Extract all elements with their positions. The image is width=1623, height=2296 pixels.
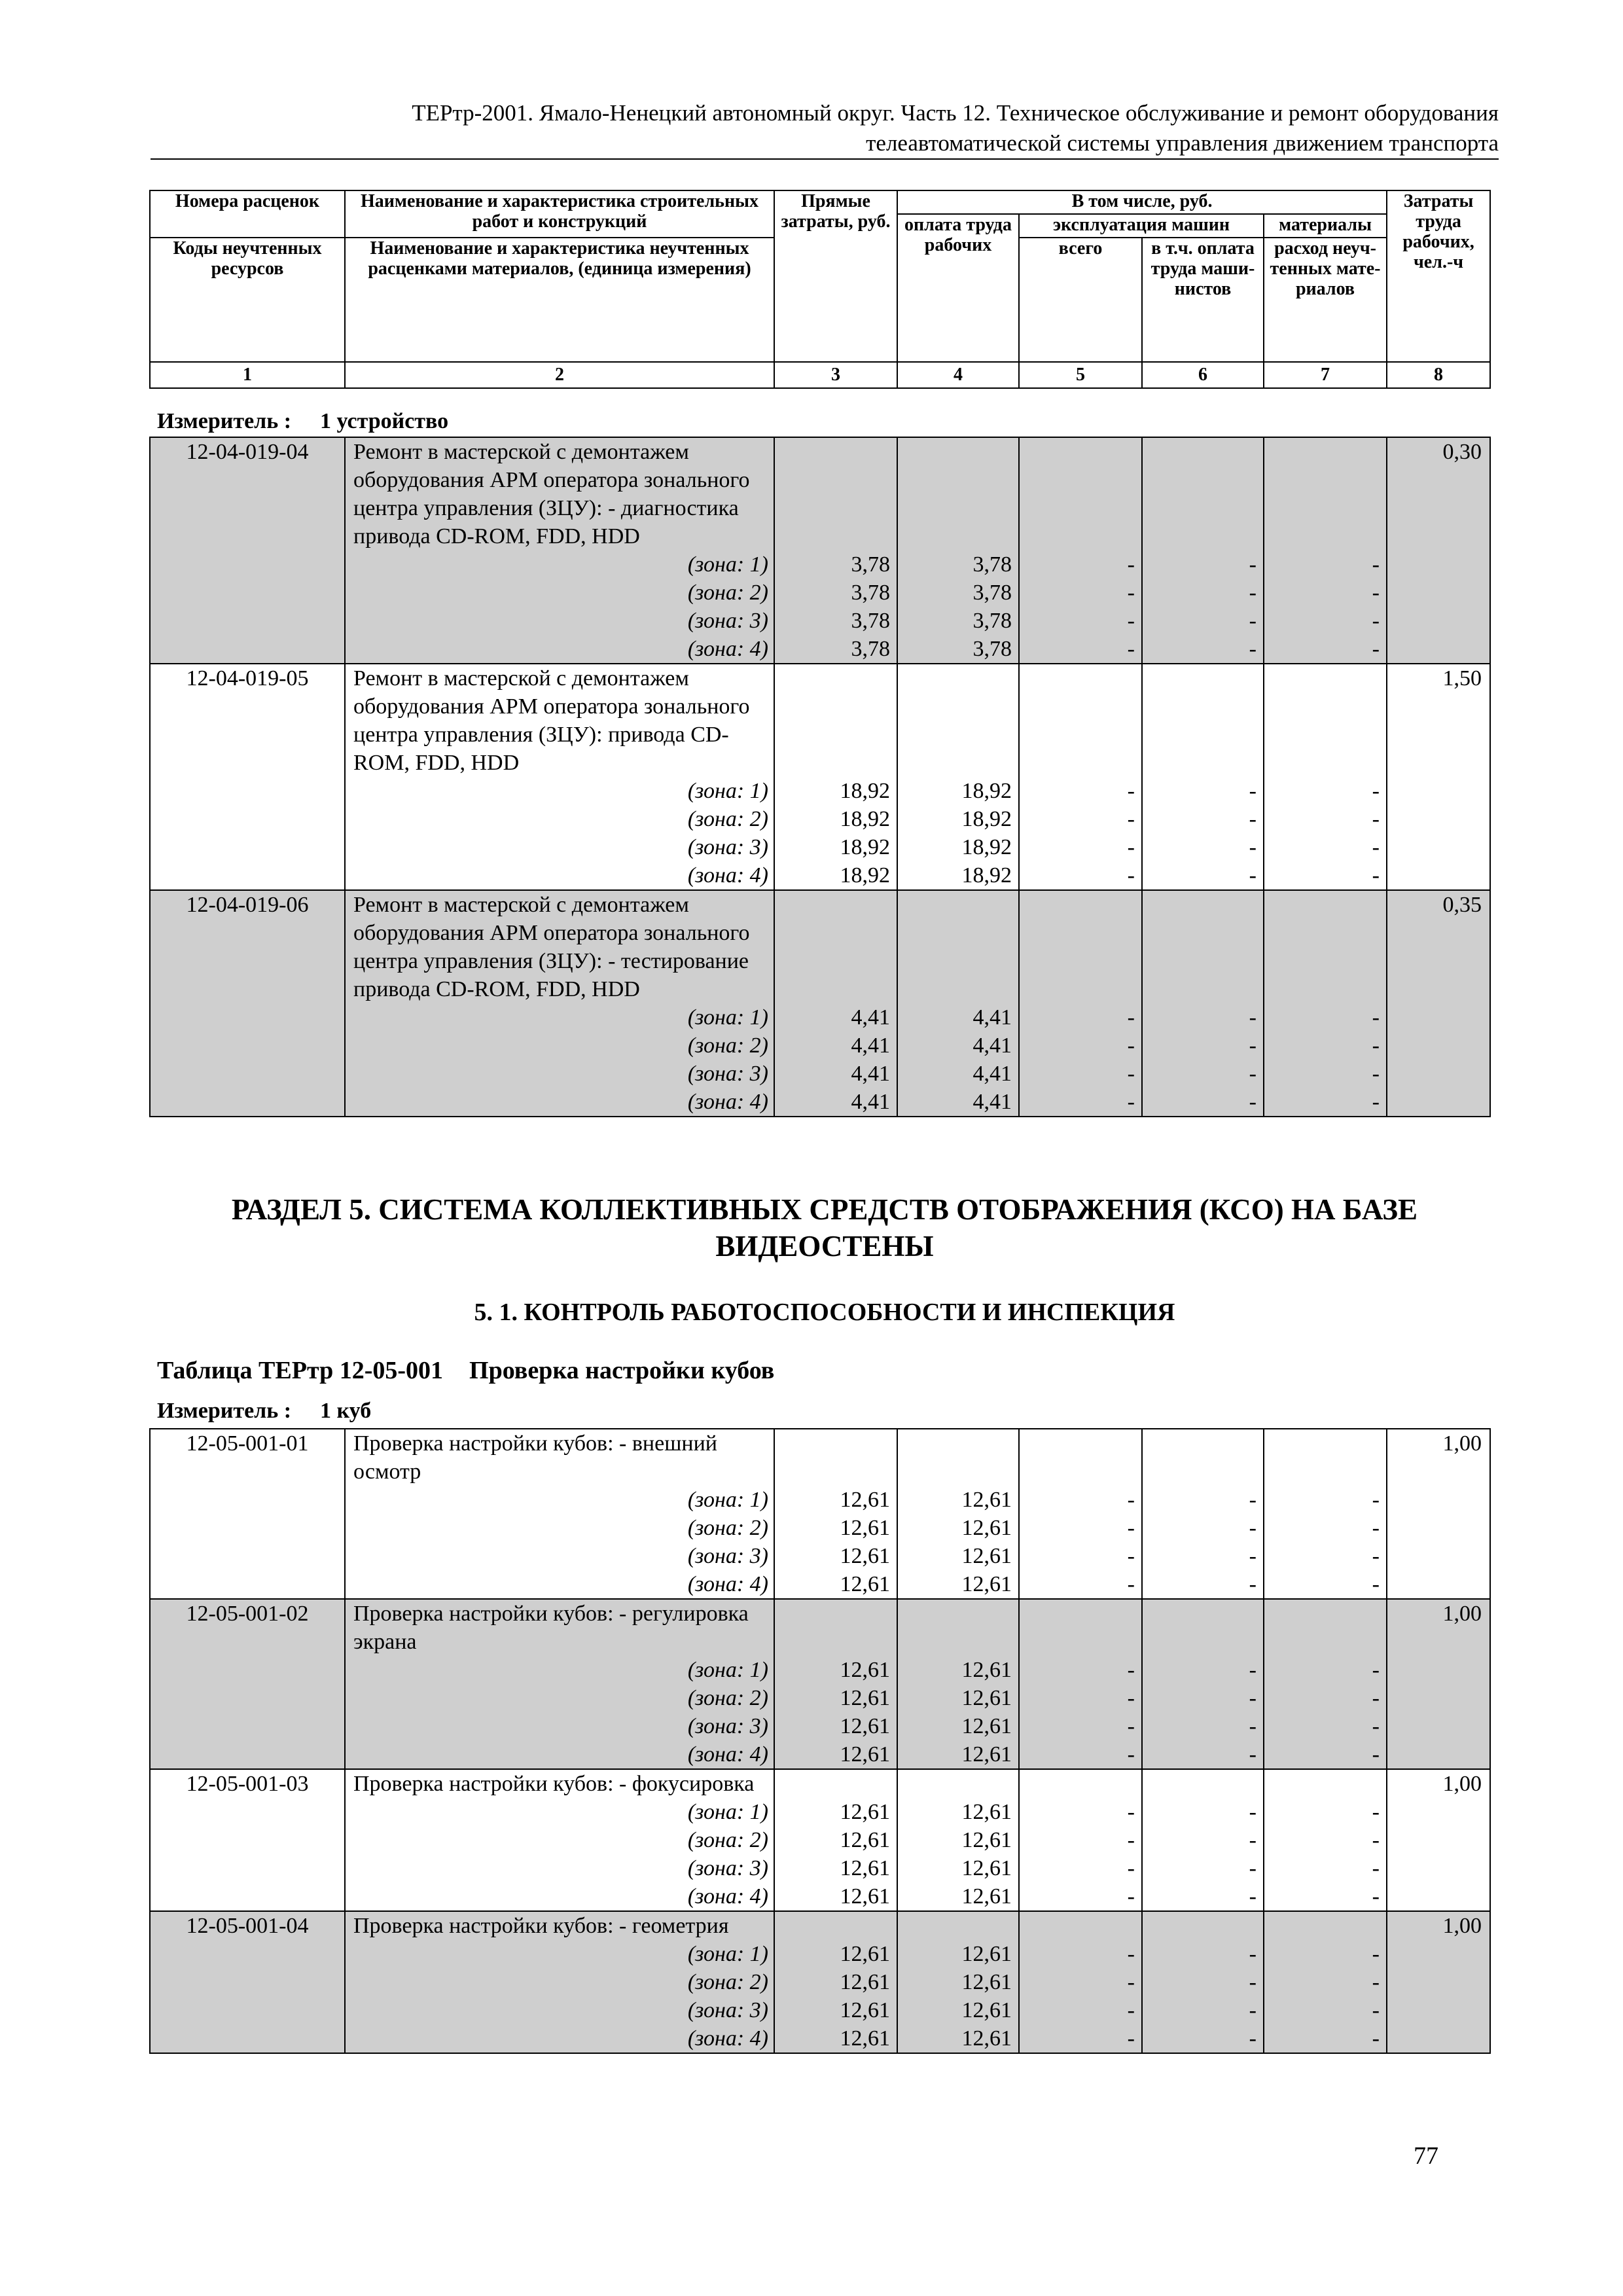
- machinist-wages-value: -: [1249, 1686, 1257, 1710]
- rate-code: 12-05-001-03: [150, 1769, 345, 1911]
- rate-description: Проверка настройки кубов: - внешний осмотр: [353, 1431, 717, 1484]
- wages-value: 12,61: [961, 1942, 1012, 1966]
- rates-table-1: [149, 437, 1491, 1117]
- direct-cost-value: 12,61: [840, 1488, 890, 1512]
- materials-value-cell: [1264, 890, 1387, 1117]
- machinist-wages-value-cell: [1142, 1429, 1264, 1599]
- zone-label: (зона: 4): [687, 1742, 768, 1767]
- table-row: [150, 437, 1490, 664]
- meter-value: 1 устройство: [320, 409, 449, 433]
- machinist-wages-value-cell: [1142, 890, 1264, 1117]
- machines-header: эксплуатация машин: [1019, 214, 1264, 238]
- direct-cost-value: 18,92: [840, 779, 890, 803]
- machines-total-value: -: [1127, 1856, 1135, 1880]
- machines-total-value-cell: [1019, 1911, 1142, 2053]
- table-name: Проверка настройки кубов: [469, 1357, 775, 1384]
- labor-cell: [1387, 1769, 1490, 1911]
- direct-cost-value: 3,78: [851, 637, 890, 661]
- direct-cost-value: 12,61: [840, 1856, 890, 1880]
- wages-value-cell: [897, 890, 1019, 1117]
- machinist-wages-value-cell: [1142, 437, 1264, 664]
- materials-value-cell: [1264, 1769, 1387, 1911]
- col-number: 1: [150, 362, 345, 388]
- direct-cost-value: 12,61: [840, 1572, 890, 1596]
- materials-value: -: [1372, 1686, 1380, 1710]
- wages-value: 12,61: [961, 1658, 1012, 1682]
- wages-value: 12,61: [961, 1742, 1012, 1767]
- machinist-wages-value: -: [1249, 552, 1257, 577]
- header-rule: [151, 158, 1499, 160]
- zone-label: (зона: 4): [687, 637, 768, 661]
- zone-label: (зона: 3): [687, 1544, 768, 1568]
- labor-value: 1,50: [1442, 666, 1482, 691]
- direct-cost-header: Прямые затраты, руб.: [774, 190, 897, 362]
- materials-value: -: [1372, 2026, 1380, 2051]
- machines-total-value: -: [1127, 1828, 1135, 1852]
- materials-value: -: [1372, 1033, 1380, 1058]
- materials-value: -: [1372, 552, 1380, 577]
- labor-cell: [1387, 890, 1490, 1117]
- page-number: 77: [1414, 2142, 1438, 2170]
- materials-value: -: [1372, 1544, 1380, 1568]
- labor-header: Затраты труда рабочих, чел.-ч: [1387, 190, 1490, 362]
- meter-line: [157, 408, 448, 435]
- materials-value: -: [1372, 1970, 1380, 1994]
- zone-label: (зона: 1): [687, 1488, 768, 1512]
- machinist-wages-value: -: [1249, 2026, 1257, 2051]
- materials-value: -: [1372, 1516, 1380, 1540]
- labor-cell: [1387, 1429, 1490, 1599]
- materials-value: -: [1372, 1572, 1380, 1596]
- col2-top-header: Наименование и характеристика строительных работ и конструкций: [345, 190, 774, 238]
- rate-description-cell: [345, 890, 774, 1117]
- direct-cost-value: 12,61: [840, 1686, 890, 1710]
- table-row: [150, 1769, 1490, 1911]
- machinist-wages-value: -: [1249, 1998, 1257, 2022]
- labor-value: 1,00: [1442, 1431, 1482, 1456]
- machinist-wages-value: -: [1249, 1005, 1257, 1030]
- wages-value: 12,61: [961, 1488, 1012, 1512]
- labor-cell: [1387, 664, 1490, 890]
- incl-header: В том числе, руб.: [897, 190, 1387, 214]
- direct-cost-value-cell: [774, 1769, 897, 1911]
- materials-value: -: [1372, 637, 1380, 661]
- materials-value: -: [1372, 1714, 1380, 1738]
- zone-label: (зона: 2): [687, 1516, 768, 1540]
- meter-line: [157, 1398, 371, 1424]
- wages-value-cell: [897, 664, 1019, 890]
- machinist-wages-value: -: [1249, 1572, 1257, 1596]
- col-number: 4: [897, 362, 1019, 388]
- wages-value: 4,41: [972, 1005, 1012, 1030]
- wages-value: 12,61: [961, 1800, 1012, 1824]
- rate-description: Ремонт в мастерской с демонтажем оборудования АРМ оператора зонального центра управления (ЗЦУ): - диагностика привода CD-ROM, FDD, HDD: [353, 440, 750, 548]
- materials-value: -: [1372, 863, 1380, 888]
- direct-cost-value: 12,61: [840, 1800, 890, 1824]
- direct-cost-value: 18,92: [840, 863, 890, 888]
- machines-total-value: -: [1127, 1942, 1135, 1966]
- materials-value: -: [1372, 1005, 1380, 1030]
- direct-cost-value-cell: [774, 664, 897, 890]
- direct-cost-value: 12,61: [840, 2026, 890, 2051]
- machinist-wages-value-cell: [1142, 1599, 1264, 1769]
- direct-cost-value-cell: [774, 1599, 897, 1769]
- machinist-wages-value: -: [1249, 807, 1257, 831]
- materials-usage-header: расход неуч-тенных мате-риалов: [1264, 238, 1387, 362]
- machines-total-value: -: [1127, 807, 1135, 831]
- wages-value: 12,61: [961, 1572, 1012, 1596]
- machines-total-value: -: [1127, 581, 1135, 605]
- wages-value: 4,41: [972, 1062, 1012, 1086]
- materials-value: -: [1372, 835, 1380, 859]
- materials-value-cell: [1264, 1599, 1387, 1769]
- zone-label: (зона: 4): [687, 1090, 768, 1114]
- table-row: [150, 1599, 1490, 1769]
- meter-label: Измеритель :: [157, 409, 292, 433]
- rate-description: Ремонт в мастерской с демонтажем оборудования АРМ оператора зонального центра управления (ЗЦУ): привода CD-ROM, FDD, HDD: [353, 666, 750, 775]
- materials-value: -: [1372, 807, 1380, 831]
- machines-total-value: -: [1127, 863, 1135, 888]
- zone-label: (зона: 3): [687, 1062, 768, 1086]
- machinist-wages-value: -: [1249, 1742, 1257, 1767]
- wages-value: 12,61: [961, 2026, 1012, 2051]
- table-row: [150, 1911, 1490, 2053]
- materials-value: -: [1372, 1658, 1380, 1682]
- zone-label: (зона: 4): [687, 1572, 768, 1596]
- machinist-wages-value: -: [1249, 1884, 1257, 1909]
- machines-total-value: -: [1127, 1005, 1135, 1030]
- zone-label: (зона: 4): [687, 2026, 768, 2051]
- machines-total-value: -: [1127, 1686, 1135, 1710]
- machines-total-value: -: [1127, 1544, 1135, 1568]
- materials-value: -: [1372, 779, 1380, 803]
- direct-cost-value: 4,41: [851, 1005, 890, 1030]
- machines-total-value-cell: [1019, 1599, 1142, 1769]
- rate-code: 12-05-001-04: [150, 1911, 345, 2053]
- machines-total-value: -: [1127, 835, 1135, 859]
- materials-value: -: [1372, 1800, 1380, 1824]
- table-row: [150, 664, 1490, 890]
- zone-label: (зона: 1): [687, 552, 768, 577]
- direct-cost-value: 3,78: [851, 552, 890, 577]
- meter-value: 1 куб: [320, 1399, 372, 1423]
- zone-label: (зона: 1): [687, 1942, 768, 1966]
- materials-value: -: [1372, 1742, 1380, 1767]
- direct-cost-value: 12,61: [840, 1658, 890, 1682]
- machinist-wages-value: -: [1249, 1516, 1257, 1540]
- rate-code: 12-05-001-02: [150, 1599, 345, 1769]
- rate-description: Проверка настройки кубов: - геометрия: [353, 1914, 729, 1938]
- section-title: РАЗДЕЛ 5. СИСТЕМА КОЛЛЕКТИВНЫХ СРЕДСТВ ОТОБРАЖЕНИЯ (КСО) НА БАЗЕ ВИДЕОСТЕНЫ: [231, 1193, 1418, 1263]
- wages-value: 4,41: [972, 1033, 1012, 1058]
- machinist-wages-value: -: [1249, 1033, 1257, 1058]
- materials-value: -: [1372, 1828, 1380, 1852]
- rate-description-cell: [345, 1769, 774, 1911]
- machines-total-value-cell: [1019, 1769, 1142, 1911]
- machines-total-value: -: [1127, 552, 1135, 577]
- direct-cost-value-cell: [774, 1911, 897, 2053]
- labor-value: 0,30: [1442, 440, 1482, 464]
- wages-header: оплата труда рабочих: [897, 214, 1019, 362]
- zone-label: (зона: 1): [687, 779, 768, 803]
- wages-value: 18,92: [961, 779, 1012, 803]
- machines-total-value: -: [1127, 1800, 1135, 1824]
- machines-total-value: -: [1127, 1488, 1135, 1512]
- wages-value: 18,92: [961, 807, 1012, 831]
- labor-cell: [1387, 1911, 1490, 2053]
- col-number: 7: [1264, 362, 1387, 388]
- zone-label: (зона: 1): [687, 1658, 768, 1682]
- labor-value: 0,35: [1442, 893, 1482, 917]
- direct-cost-value: 12,61: [840, 1714, 890, 1738]
- machinist-wages-value: -: [1249, 609, 1257, 633]
- materials-value: -: [1372, 1090, 1380, 1114]
- machines-total-value: -: [1127, 637, 1135, 661]
- rate-code: 12-04-019-06: [150, 890, 345, 1117]
- rate-code: 12-04-019-04: [150, 437, 345, 664]
- running-header-cont: телеавтоматической системы управления движением транспорта: [866, 130, 1499, 156]
- machines-total-value: -: [1127, 1714, 1135, 1738]
- machinist-wages-value-cell: [1142, 664, 1264, 890]
- wages-value: 12,61: [961, 1544, 1012, 1568]
- machines-total-value: -: [1127, 609, 1135, 633]
- direct-cost-value: 4,41: [851, 1090, 890, 1114]
- rate-description-cell: [345, 664, 774, 890]
- machines-total-value: -: [1127, 1572, 1135, 1596]
- rate-description-cell: [345, 1429, 774, 1599]
- table-row: [150, 890, 1490, 1117]
- wages-value-cell: [897, 1769, 1019, 1911]
- wages-value-cell: [897, 1429, 1019, 1599]
- wages-value: 18,92: [961, 835, 1012, 859]
- rates-table-2: [149, 1428, 1491, 2054]
- col-number: 2: [345, 362, 774, 388]
- machinist-wages-value-cell: [1142, 1911, 1264, 2053]
- machines-total-value: -: [1127, 1884, 1135, 1909]
- direct-cost-value-cell: [774, 1429, 897, 1599]
- direct-cost-value: 12,61: [840, 1970, 890, 1994]
- zone-label: (зона: 2): [687, 1686, 768, 1710]
- direct-cost-value: 18,92: [840, 807, 890, 831]
- machinist-wages-value: -: [1249, 1062, 1257, 1086]
- direct-cost-value: 18,92: [840, 835, 890, 859]
- machinist-wages-value: -: [1249, 1488, 1257, 1512]
- machines-total-value: -: [1127, 1742, 1135, 1767]
- machinist-wages-value-cell: [1142, 1769, 1264, 1911]
- machines-total-value: -: [1127, 2026, 1135, 2051]
- rate-description: Проверка настройки кубов: - регулировка экрана: [353, 1602, 749, 1654]
- wages-value: 12,61: [961, 1884, 1012, 1909]
- machines-total-value: -: [1127, 1062, 1135, 1086]
- zone-label: (зона: 4): [687, 863, 768, 888]
- direct-cost-value: 12,61: [840, 1828, 890, 1852]
- table-title: [157, 1356, 774, 1385]
- rate-description-cell: [345, 1911, 774, 2053]
- machinist-wages-value: -: [1249, 637, 1257, 661]
- rate-code: 12-05-001-01: [150, 1429, 345, 1599]
- labor-cell: [1387, 437, 1490, 664]
- direct-cost-value: 4,41: [851, 1062, 890, 1086]
- machinist-wages-value: -: [1249, 779, 1257, 803]
- direct-cost-value: 12,61: [840, 1884, 890, 1909]
- machines-total-value-cell: [1019, 664, 1142, 890]
- direct-cost-value: 12,61: [840, 1544, 890, 1568]
- machines-total-value-cell: [1019, 890, 1142, 1117]
- wages-value: 3,78: [972, 609, 1012, 633]
- direct-cost-value-cell: [774, 437, 897, 664]
- zone-label: (зона: 3): [687, 835, 768, 859]
- direct-cost-value: 4,41: [851, 1033, 890, 1058]
- wages-value: 12,61: [961, 1970, 1012, 1994]
- direct-cost-value: 3,78: [851, 609, 890, 633]
- machines-total-value: -: [1127, 1970, 1135, 1994]
- wages-value: 12,61: [961, 1686, 1012, 1710]
- machinist-wages-value: -: [1249, 581, 1257, 605]
- col-number: 5: [1019, 362, 1142, 388]
- labor-value: 1,00: [1442, 1602, 1482, 1626]
- direct-cost-value: 12,61: [840, 1942, 890, 1966]
- col1-top-header: Номера расценок: [150, 190, 345, 238]
- machinist-wages-value: -: [1249, 835, 1257, 859]
- materials-value: -: [1372, 609, 1380, 633]
- machines-total-value: -: [1127, 779, 1135, 803]
- materials-header: материалы: [1264, 214, 1387, 238]
- labor-cell: [1387, 1599, 1490, 1769]
- materials-value: -: [1372, 1488, 1380, 1512]
- zone-label: (зона: 3): [687, 1714, 768, 1738]
- materials-value: -: [1372, 1856, 1380, 1880]
- direct-cost-value: 12,61: [840, 1742, 890, 1767]
- wages-value: 18,92: [961, 863, 1012, 888]
- wages-value: 12,61: [961, 1856, 1012, 1880]
- rate-description-cell: [345, 437, 774, 664]
- running-header: ТЕРтр-2001. Ямало-Ненецкий автономный округ. Часть 12. Техническое обслуживание и ремонт оборудования: [412, 100, 1499, 126]
- wages-value: 12,61: [961, 1828, 1012, 1852]
- machinist-wages-value: -: [1249, 1800, 1257, 1824]
- wages-value-cell: [897, 1911, 1019, 2053]
- machinist-wages-value: -: [1249, 1658, 1257, 1682]
- zone-label: (зона: 2): [687, 1970, 768, 1994]
- zone-label: (зона: 2): [687, 1828, 768, 1852]
- machines-total-value: -: [1127, 1998, 1135, 2022]
- direct-cost-value: 12,61: [840, 1516, 890, 1540]
- rate-code: 12-04-019-05: [150, 664, 345, 890]
- machines-total-value-cell: [1019, 1429, 1142, 1599]
- machines-total-value: -: [1127, 1090, 1135, 1114]
- machines-total-header: всего: [1019, 238, 1142, 362]
- col2-bottom-header: Наименование и характеристика неучтенных расценками материалов, (единица измерения): [345, 238, 774, 362]
- materials-value-cell: [1264, 664, 1387, 890]
- zone-label: (зона: 2): [687, 807, 768, 831]
- table-code: Таблица ТЕРтр 12-05-001: [157, 1357, 444, 1384]
- rate-description: Ремонт в мастерской с демонтажем оборудования АРМ оператора зонального центра управления (ЗЦУ): - тестирование привода CD-ROM, FDD, HDD: [353, 893, 750, 1001]
- machinist-wages-value: -: [1249, 1942, 1257, 1966]
- materials-value: -: [1372, 1062, 1380, 1086]
- table-header: [149, 190, 1491, 389]
- machinist-wages-value: -: [1249, 1828, 1257, 1852]
- labor-value: 1,00: [1442, 1772, 1482, 1796]
- machines-total-value: -: [1127, 1658, 1135, 1682]
- machines-total-value-cell: [1019, 437, 1142, 664]
- materials-value: -: [1372, 581, 1380, 605]
- col-number: 6: [1142, 362, 1264, 388]
- zone-label: (зона: 3): [687, 609, 768, 633]
- machinist-wages-value: -: [1249, 1856, 1257, 1880]
- machinist-wages-value: -: [1249, 1714, 1257, 1738]
- zone-label: (зона: 3): [687, 1998, 768, 2022]
- materials-value: -: [1372, 1942, 1380, 1966]
- wages-value: 3,78: [972, 637, 1012, 661]
- meter-label: Измеритель :: [157, 1399, 292, 1423]
- machinist-wages-value: -: [1249, 1544, 1257, 1568]
- wages-value: 12,61: [961, 1998, 1012, 2022]
- machinist-wages-value: -: [1249, 1090, 1257, 1114]
- subsection-title: 5. 1. КОНТРОЛЬ РАБОТОСПОСОБНОСТИ И ИНСПЕКЦИЯ: [474, 1299, 1175, 1326]
- col-number: 8: [1387, 362, 1490, 388]
- materials-value-cell: [1264, 1429, 1387, 1599]
- table-row: [150, 1429, 1490, 1599]
- wages-value-cell: [897, 1599, 1019, 1769]
- rate-description: Проверка настройки кубов: - фокусировка: [353, 1772, 755, 1796]
- wages-value-cell: [897, 437, 1019, 664]
- materials-value: -: [1372, 1998, 1380, 2022]
- zone-label: (зона: 2): [687, 581, 768, 605]
- col1-bottom-header: Коды неучтенных ресурсов: [150, 238, 345, 362]
- zone-label: (зона: 1): [687, 1005, 768, 1030]
- machines-total-value: -: [1127, 1516, 1135, 1540]
- wages-value: 3,78: [972, 581, 1012, 605]
- materials-value-cell: [1264, 437, 1387, 664]
- materials-value: -: [1372, 1884, 1380, 1909]
- wages-value: 4,41: [972, 1090, 1012, 1114]
- direct-cost-value: 3,78: [851, 581, 890, 605]
- wages-value: 12,61: [961, 1714, 1012, 1738]
- zone-label: (зона: 3): [687, 1856, 768, 1880]
- machines-total-value: -: [1127, 1033, 1135, 1058]
- zone-label: (зона: 4): [687, 1884, 768, 1909]
- zone-label: (зона: 1): [687, 1800, 768, 1824]
- wages-value: 3,78: [972, 552, 1012, 577]
- rate-description-cell: [345, 1599, 774, 1769]
- machinist-wages-value: -: [1249, 1970, 1257, 1994]
- labor-value: 1,00: [1442, 1914, 1482, 1938]
- direct-cost-value: 12,61: [840, 1998, 890, 2022]
- wages-value: 12,61: [961, 1516, 1012, 1540]
- col-number: 3: [774, 362, 897, 388]
- direct-cost-value-cell: [774, 890, 897, 1117]
- zone-label: (зона: 2): [687, 1033, 768, 1058]
- machinist-wages-header: в т.ч. оплата труда маши-нистов: [1142, 238, 1264, 362]
- machinist-wages-value: -: [1249, 863, 1257, 888]
- materials-value-cell: [1264, 1911, 1387, 2053]
